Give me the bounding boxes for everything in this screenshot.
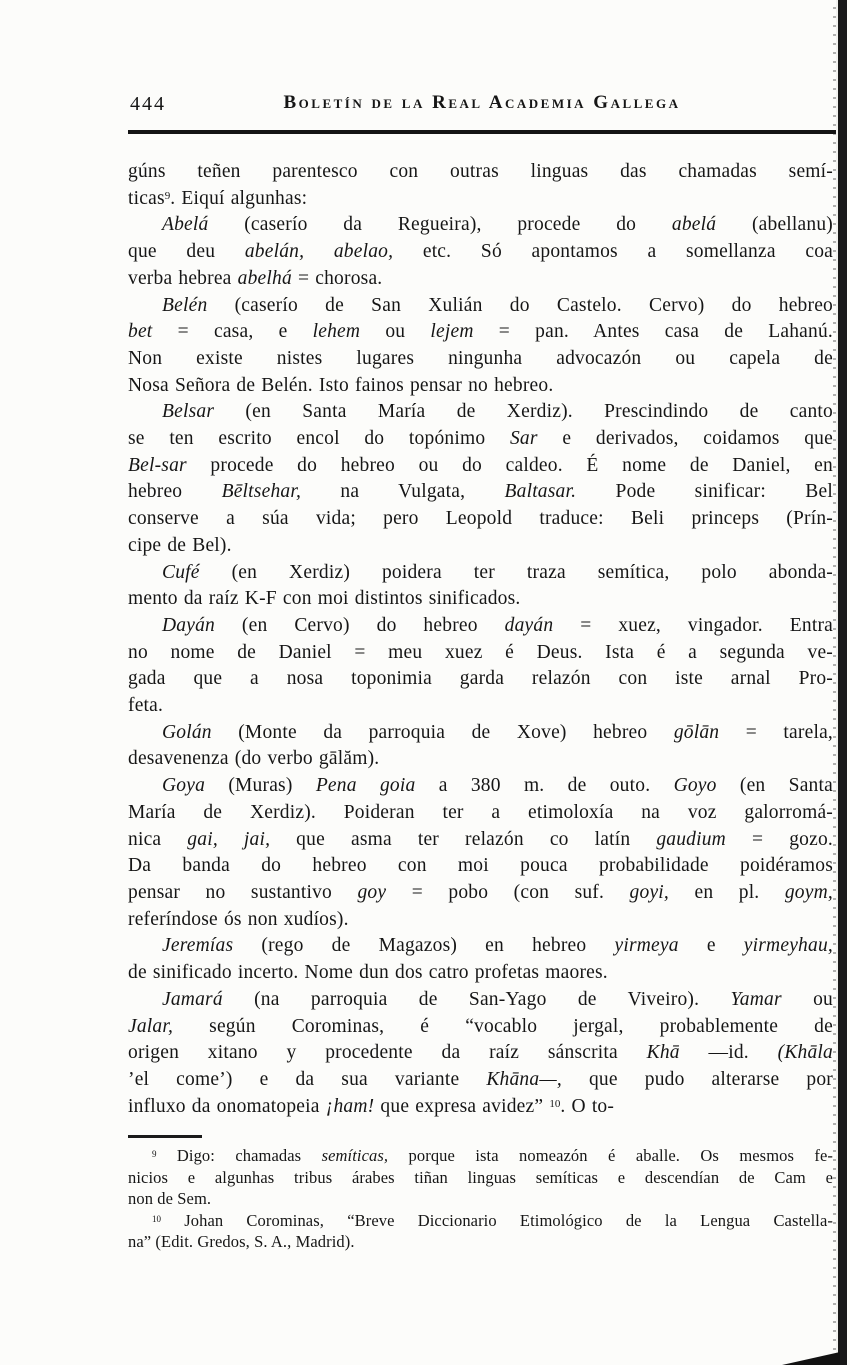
text-line: [128, 853, 833, 880]
page-body-text: [128, 159, 833, 1120]
text-run: cipe de Bel).: [128, 534, 232, 556]
body-paragraph: [128, 773, 833, 933]
text-run: goyi,: [629, 881, 669, 903]
text-line: [128, 907, 833, 934]
text-run: origen xitano y procedente da raíz sánscrita: [128, 1042, 647, 1064]
text-line: [128, 666, 833, 693]
text-run: na Vulgata,: [301, 481, 505, 503]
text-line: [128, 1014, 833, 1041]
footnote-reference: 10: [152, 1213, 161, 1224]
text-run: (abellanu): [716, 214, 833, 236]
text-run: (Khāla: [777, 1042, 833, 1064]
text-line: [128, 1167, 833, 1189]
text-run: nicios e algunhas tribus árabes tiñan linguas semíticas e descendían de Cam e: [128, 1167, 833, 1187]
text-run: Dayán: [162, 614, 215, 636]
body-paragraph: [128, 212, 833, 292]
text-line: [128, 186, 833, 213]
text-run: Jamará: [162, 988, 223, 1010]
body-paragraph: [128, 293, 833, 400]
text-run: Belén: [162, 294, 208, 316]
text-line: [128, 319, 833, 346]
text-line: [128, 960, 833, 987]
text-run: Jeremías: [162, 935, 234, 957]
text-run: Khāna—,: [486, 1068, 562, 1090]
body-paragraph: [128, 720, 833, 773]
text-line: [128, 613, 833, 640]
text-run: Abelá: [162, 214, 209, 236]
journal-title: Boletín de la Real Academia Gallega: [283, 92, 681, 113]
text-run: Goya: [162, 775, 206, 797]
header-rule: [128, 130, 838, 134]
text-run: —id.: [679, 1042, 778, 1064]
text-run: Pode sinificar: Bel: [576, 481, 833, 503]
text-run: Yamar: [730, 988, 782, 1010]
text-run: se ten escrito encol do topónimo: [128, 428, 510, 450]
text-run: Khā: [646, 1042, 680, 1064]
text-run: Cufé: [162, 561, 200, 583]
text-run: hebreo: [128, 481, 222, 503]
footnote-separator: [128, 1135, 202, 1138]
text-run: lehem: [312, 321, 361, 343]
text-run: ¡ham!: [325, 1095, 375, 1117]
text-run: Jalar,: [128, 1015, 174, 1037]
text-line: [128, 266, 833, 293]
text-run: Baltasar.: [504, 481, 577, 503]
text-run: e: [678, 935, 744, 957]
text-run: ou: [781, 988, 833, 1010]
text-run: Golán: [162, 721, 212, 743]
text-line: [128, 373, 833, 400]
text-line: [128, 720, 833, 747]
text-line: [128, 1040, 833, 1067]
text-run: Non existe nistes lugares ningunha advocazón ou capela de: [128, 347, 833, 369]
text-run: conserve a súa vida; pero Leopold traduce: Beli princeps (Prín-: [128, 508, 833, 530]
text-run: = xuez, vingador. Entra: [553, 614, 833, 636]
text-run: gaudium: [656, 828, 726, 850]
text-line: [128, 159, 833, 186]
text-run: abelán, abelao,: [244, 241, 394, 263]
page-number: 444: [130, 93, 166, 115]
text-run: Nosa Señora de Belén. Isto fainos pensar no hebreo.: [128, 374, 554, 396]
body-paragraph: [128, 933, 833, 986]
text-run: gúns teñen parentesco con outras linguas das chamadas semí-: [128, 161, 833, 182]
text-run: mento da raíz K-F con moi distintos sinificados.: [128, 588, 521, 610]
text-line: [128, 346, 833, 373]
footnote-reference: 9: [164, 189, 171, 202]
text-run: según Corominas, é “vocablo jergal, probablemente de: [173, 1015, 833, 1037]
text-run: goym,: [784, 881, 833, 903]
text-run: feta.: [128, 695, 164, 717]
footnotes: [128, 1145, 833, 1253]
text-line: [128, 239, 833, 266]
text-run: = pobo (con suf.: [386, 881, 630, 903]
text-run: (caserío de San Xulián do Castelo. Cervo) do hebreo: [207, 294, 833, 316]
text-run: Bel-sar: [128, 454, 187, 476]
text-run: que expresa avidez”: [374, 1095, 550, 1117]
text-run: gai, jai,: [187, 828, 271, 850]
text-run: Digo: chamadas: [156, 1146, 322, 1165]
text-line: [128, 1067, 833, 1094]
text-run: e derivados, coidamos que: [537, 428, 833, 450]
body-paragraph: [128, 399, 833, 559]
text-line: [128, 399, 833, 426]
text-run: (en Santa: [716, 775, 833, 797]
text-line: [128, 426, 833, 453]
text-run: (en Xerdiz) poidera ter traza semítica, polo abonda-: [199, 561, 833, 583]
text-run: na” (Edit. Gredos, S. A., Madrid).: [128, 1232, 355, 1251]
text-run: abelhá: [237, 267, 292, 289]
text-line: [128, 773, 833, 800]
text-run: María de Xerdiz). Poideran ter a etimoloxía na voz galorromá-: [128, 801, 833, 823]
text-run: dayán: [504, 614, 554, 636]
text-line: [128, 800, 833, 827]
text-run: referíndose ós non xudíos).: [128, 908, 349, 930]
text-line: [128, 1231, 833, 1253]
text-line: [128, 212, 833, 239]
text-line: [128, 1094, 833, 1121]
text-run: no nome de Daniel = meu xuez é Deus. Ista é a segunda ve-: [128, 641, 833, 663]
text-line: [128, 479, 833, 506]
text-run: . Eiquí algunhas:: [170, 187, 308, 209]
text-run: nica: [128, 828, 188, 850]
text-run: Johan Corominas, “Breve Diccionario Etimológico de la Lengua Castella-: [161, 1210, 833, 1230]
text-run: ou: [360, 321, 431, 343]
text-run: lejem: [430, 321, 474, 343]
text-run: yirmeyhau,: [743, 935, 833, 957]
scan-corner-artifact: [782, 1352, 840, 1365]
text-run: de sinificado incerto. Nome dun dos catro profetas maores.: [128, 962, 608, 984]
text-line: [128, 1210, 833, 1232]
text-run: que asma ter relazón co latín: [270, 828, 657, 850]
text-run: a 380 m. de outo.: [415, 775, 674, 797]
footnote-reference: 9: [152, 1149, 157, 1159]
text-line: [128, 1145, 833, 1167]
body-paragraph: [128, 560, 833, 613]
text-run: = tarela,: [719, 721, 833, 743]
text-run: etc. Só apontamos a somellanza coa: [393, 241, 834, 263]
text-run: que pudo alterarse por: [561, 1068, 833, 1090]
text-run: = chorosa.: [291, 267, 383, 289]
text-run: = gozo.: [725, 828, 833, 850]
text-run: gōlān: [673, 721, 720, 743]
text-line: [128, 586, 833, 613]
text-run: desavenenza (do verbo gālăm).: [128, 748, 380, 770]
text-run: ’el come’) e da sua variante: [128, 1068, 487, 1090]
text-run: Bēltsehar,: [221, 481, 302, 503]
text-line: [128, 987, 833, 1014]
text-line: [128, 746, 833, 773]
text-run: pensar no sustantivo: [128, 881, 358, 903]
text-run: ticas: [128, 187, 165, 209]
text-run: Da banda do hebreo con moi pouca probabilidade poidéramos: [128, 855, 833, 877]
body-paragraph: [128, 159, 833, 212]
text-run: goy: [357, 881, 387, 903]
text-run: procede do hebreo ou do caldeo. É nome de Daniel, en: [186, 454, 833, 476]
text-run: (Muras): [205, 775, 316, 797]
scan-edge-shadow: [836, 0, 847, 1365]
text-line: [128, 533, 833, 560]
footnote: [128, 1210, 833, 1253]
body-paragraph: [128, 613, 833, 720]
body-paragraph: [128, 987, 833, 1121]
footnote-reference: 10: [549, 1097, 561, 1110]
text-run: = pan. Antes casa de Lahanú.: [473, 321, 833, 343]
footnote: [128, 1145, 833, 1210]
text-run: semíticas,: [321, 1146, 389, 1165]
text-run: (en Santa María de Xerdiz). Prescindindo de canto: [214, 401, 833, 423]
text-run: (caserío da Regueira), procede do: [208, 214, 672, 236]
text-run: non de Sem.: [128, 1189, 212, 1208]
text-run: influxo da onomatopeia: [128, 1095, 326, 1117]
page-header: [128, 92, 836, 114]
text-line: [128, 640, 833, 667]
text-run: verba hebrea: [128, 267, 238, 289]
text-line: [128, 933, 833, 960]
text-run: abelá: [671, 214, 717, 236]
text-run: = casa, e: [152, 321, 313, 343]
text-line: [128, 827, 833, 854]
text-run: porque ista nomeazón é aballe. Os mesmos fe-: [388, 1146, 834, 1165]
text-line: [128, 453, 833, 480]
text-run: Sar: [509, 428, 538, 450]
text-line: [128, 293, 833, 320]
text-line: [128, 560, 833, 587]
text-run: (na parroquia de San-Yago de Viveiro).: [222, 988, 731, 1010]
text-line: [128, 506, 833, 533]
text-line: [128, 693, 833, 720]
text-run: . O to-: [560, 1095, 615, 1117]
text-run: (Monte da parroquia de Xove) hebreo: [211, 721, 674, 743]
text-run: gada que a nosa toponimia garda relazón con iste arnal Pro-: [128, 668, 833, 690]
text-run: (rego de Magazos) en hebreo: [233, 935, 615, 957]
text-line: [128, 880, 833, 907]
text-line: [128, 1188, 833, 1210]
text-run: en pl.: [669, 881, 785, 903]
text-run: Pena goia: [315, 775, 416, 797]
text-run: que deu: [128, 241, 245, 263]
text-run: yirmeya: [614, 935, 679, 957]
text-run: Goyo: [673, 775, 717, 797]
text-run: bet: [128, 321, 153, 343]
text-run: (en Cervo) do hebreo: [215, 614, 505, 636]
text-run: Belsar: [162, 401, 215, 423]
